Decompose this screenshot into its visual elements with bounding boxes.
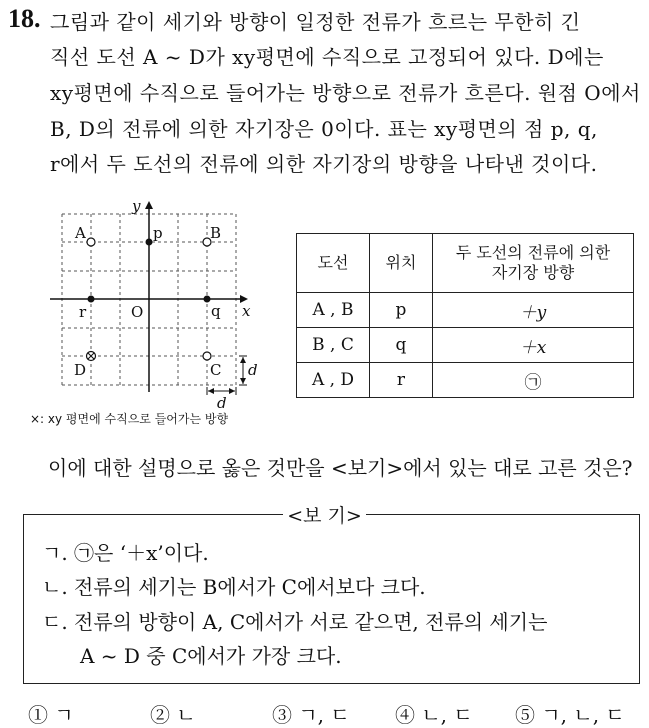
bogi-item-2: ㄴ. 전류의 세기는 B에서가 C에서보다 크다. bbox=[42, 575, 426, 599]
point-q-marker bbox=[204, 296, 211, 303]
cell-position: q bbox=[370, 328, 433, 363]
bogi-label: <보 기> bbox=[283, 505, 366, 527]
choice-number: ③ bbox=[272, 703, 292, 727]
choice-text: ㄱ, ㄷ bbox=[298, 703, 350, 727]
stem-line-3: xy평면에 수직으로 들어가는 방향으로 전류가 흐른다. 원점 O에서 bbox=[50, 81, 641, 105]
cell-wires: A , D bbox=[297, 363, 370, 398]
bogi-item-3-continued: A ~ D 중 C에서가 가장 크다. bbox=[80, 644, 342, 668]
cell-wires: B , C bbox=[297, 328, 370, 363]
field-direction-table bbox=[296, 233, 634, 398]
point-p-marker bbox=[146, 239, 153, 246]
point-p-label: p bbox=[153, 224, 163, 242]
choice-number: ④ bbox=[395, 703, 415, 727]
header-direction-line-1: 두 도선의 전류에 의한 bbox=[455, 243, 611, 262]
choice-text: ㄱ bbox=[54, 703, 74, 727]
y-axis-label: y bbox=[132, 197, 141, 215]
choice-text: ㄱ, ㄴ, ㄷ bbox=[541, 703, 625, 727]
figure-caption: ×: xy 평면에 수직으로 들어가는 방향 bbox=[30, 412, 229, 426]
cell-wires: A , B bbox=[297, 293, 370, 328]
table-row bbox=[297, 293, 634, 328]
choice-text: ㄴ, ㄷ bbox=[421, 703, 473, 727]
question-prompt: 이에 대한 설명으로 옳은 것만을 <보기>에서 있는 대로 고른 것은? bbox=[48, 456, 633, 480]
point-r-marker bbox=[88, 296, 95, 303]
stem-line-2: 직선 도선 A ~ D가 xy평면에 수직으로 고정되어 있다. D에는 bbox=[50, 45, 604, 69]
wire-b-label: B bbox=[210, 224, 222, 242]
wire-c-marker bbox=[203, 352, 211, 360]
cell-position: p bbox=[370, 293, 433, 328]
stem-line-5: r에서 두 도선의 전류에 의한 자기장의 방향을 나타낸 것이다. bbox=[50, 152, 598, 176]
cell-direction: ＋x bbox=[433, 328, 634, 363]
choice-text: ㄴ bbox=[176, 703, 196, 727]
point-q-label: q bbox=[211, 302, 221, 320]
table-row bbox=[297, 363, 634, 398]
choice-1[interactable] bbox=[28, 699, 74, 728]
choice-number: ① bbox=[28, 703, 48, 727]
stem-line-4: B, D의 전류에 의한 자기장은 0이다. 표는 xy평면의 점 p, q, bbox=[50, 117, 598, 141]
vertical-d-label: d bbox=[248, 361, 258, 379]
choice-number: ⑤ bbox=[515, 703, 535, 727]
cell-position: r bbox=[370, 363, 433, 398]
choice-3[interactable] bbox=[272, 699, 350, 728]
header-wires: 도선 bbox=[297, 234, 370, 293]
x-axis-label: x bbox=[242, 302, 251, 320]
stem-line-1: 그림과 같이 세기와 방향이 일정한 전류가 흐르는 무한히 긴 bbox=[50, 10, 581, 34]
choice-number: ② bbox=[150, 703, 170, 727]
cell-direction: ㉠ bbox=[433, 363, 634, 398]
wire-d-label: D bbox=[74, 361, 87, 379]
origin-label: O bbox=[131, 303, 144, 321]
y-axis-arrow bbox=[145, 201, 153, 209]
question-number: 18. bbox=[8, 4, 41, 33]
bogi-item-3: ㄷ. 전류의 방향이 A, C에서가 서로 같으면, 전류의 세기는 bbox=[42, 610, 548, 634]
wire-a-label: A bbox=[75, 224, 86, 242]
header-direction bbox=[433, 234, 634, 293]
bogi-item-1: ㄱ. ㉠은 ‘＋x’이다. bbox=[42, 541, 209, 565]
point-r-label: r bbox=[79, 303, 87, 321]
choice-5[interactable] bbox=[515, 699, 625, 728]
wire-a-marker bbox=[87, 238, 95, 246]
wire-d-into-page-icon bbox=[87, 352, 96, 361]
choice-4[interactable] bbox=[395, 699, 473, 728]
header-direction-line-2: 자기장 방향 bbox=[491, 263, 575, 282]
choice-2[interactable] bbox=[150, 699, 196, 728]
cell-direction: ＋y bbox=[433, 293, 634, 328]
header-position: 위치 bbox=[370, 234, 433, 293]
wire-c-label: C bbox=[210, 361, 222, 379]
table-row bbox=[297, 328, 634, 363]
horizontal-d-label: d bbox=[217, 394, 227, 412]
